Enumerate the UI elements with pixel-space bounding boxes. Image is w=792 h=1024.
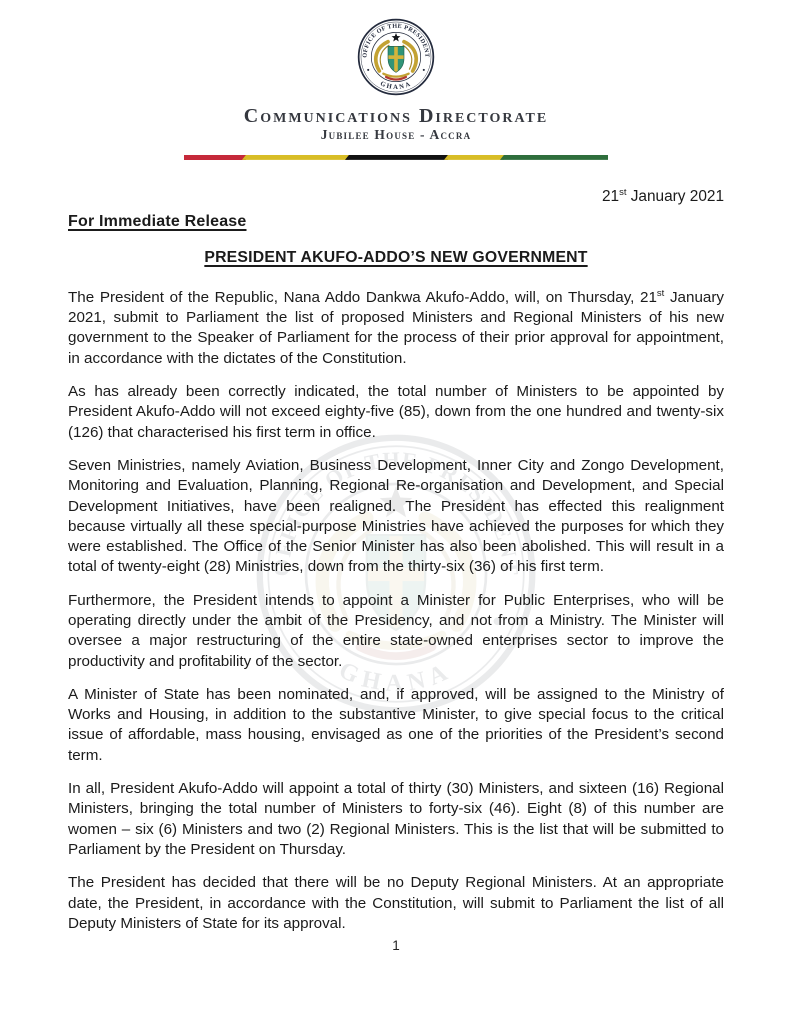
paragraph: Furthermore, the President intends to appoint a Minister for Public Enterprises, who will be operating directly under the ambit of the Presidency, and not from a Ministry. The Minister will oversee a major restructuring of the entire state-owned enterprises sector to improve the productivity and profitability of the sector. [68, 591, 724, 670]
seal-arc-text: OFFICE OF THE PRESIDENT [362, 23, 430, 58]
letter-body [0, 184, 792, 934]
masthead [0, 0, 792, 160]
paragraph: A Minister of State has been nominated, and, if approved, will be assigned to the Ministry of Works and Housing, in addition to the substantive Minister, to give special focus to the critical issue of affordable, mass housing, envisaged as one of the priorities of the President’s second term. [68, 685, 724, 764]
paragraph-text: The President of the Republic, Nana Addo Dankwa Akufo-Addo, will, on Thursday, 21 [68, 288, 657, 306]
date-day: 21 [601, 187, 620, 205]
flag-green-segment [500, 155, 608, 160]
ghana-flag-bar [184, 155, 608, 160]
seal-bottom-text: GHANA [379, 80, 413, 92]
paragraph [68, 284, 724, 369]
org-address: Jubilee House - Accra [320, 127, 472, 142]
paragraph-text: January 2021, submit to Parliament the list of proposed Ministers and Regional Ministers of his new government to the Speaker of Parliament for the process of their prior approval for appointment, in accordance with the dictates of the Constitution. [68, 288, 724, 367]
release-date [68, 184, 724, 206]
flag-black-segment [345, 155, 448, 160]
paragraph: In all, President Akufo-Addo will appoint a total of thirty (30) Ministers, and sixteen (16) Regional Ministers, bringing the total number of Ministers to forty-six (46). Eight (8) of this number are women – six (6) Ministers and two (2) Regional Ministers. This is the list that will be submitted to Parliament by the President on Thursday. [68, 780, 724, 858]
ordinal-superscript: st [656, 287, 665, 299]
flag-gold-segment [242, 155, 349, 160]
document-title: PRESIDENT AKUFO-ADDO’S NEW GOVERNMENT [204, 248, 588, 266]
paragraph: The President has decided that there will be no Deputy Regional Ministers. At an appropriate date, the President, in accordance with the Constitution, will submit to Parliament the list of all Deputy Ministers of State for its approval. [68, 874, 724, 932]
for-immediate-release-label: For Immediate Release [68, 212, 247, 230]
flag-gold-segment [444, 155, 504, 160]
date-ordinal-suffix: st [619, 186, 627, 198]
office-of-the-president-seal-icon [356, 17, 436, 97]
paragraph: Seven Ministries, namely Aviation, Business Development, Inner City and Zongo Development, Monitoring and Evaluation, Planning, Regional Re-organisation and Development, and Special Development Initiatives, have been realigned. The President has effected this realignment because virtually all these special-purpose Ministries have achieved the purposes for which they were established. The Office of the Senior Minister has also been abolished. This will result in a total of twenty-eight (28) Ministries, down from the thirty-six (36) of his first term. [68, 456, 724, 576]
paragraph: As has already been correctly indicated, the total number of Ministers to be appointed by President Akufo-Addo will not exceed eighty-five (85), down from the one hundred and twenty-six (126) that characterised his first term in office. [68, 383, 724, 441]
date-rest: January 2021 [626, 187, 724, 205]
paragraphs [68, 284, 724, 934]
flag-red-segment [184, 155, 246, 160]
page-number: 1 [392, 938, 400, 953]
org-name: Communications Directorate [243, 105, 549, 127]
